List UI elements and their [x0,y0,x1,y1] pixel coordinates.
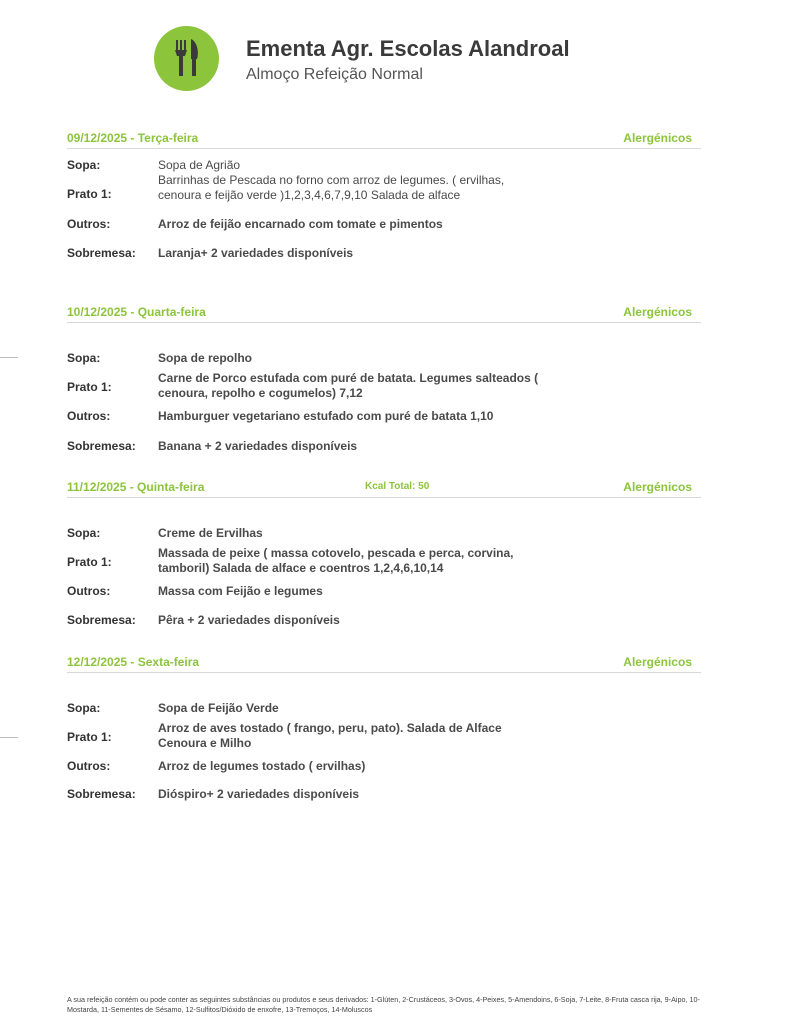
page-title: Ementa Agr. Escolas Alandroal [246,36,570,61]
day-header [67,480,701,498]
day-date: 11/12/2025 - Quinta-feira [67,480,205,494]
day-header [67,131,701,149]
day-header [67,305,701,323]
prato-value: Massada de peixe ( massa cotovelo, pescada e perca, corvina, tamboril) Salada de alface e coentros 1,2,4,6,10,14 [158,546,514,575]
allergens-link[interactable]: Alergénicos [623,655,692,669]
fork-knife-icon [154,26,219,91]
prato-value: Arroz de aves tostado ( frango, peru, pato). Salada de Alface Cenoura e Milho [158,721,502,750]
outros-label: Outros: [67,759,111,773]
day-date: 09/12/2025 - Terça-feira [67,131,199,145]
sopa-label: Sopa: [67,526,101,540]
sopa-value: Creme de Ervilhas [158,526,263,540]
allergens-link[interactable]: Alergénicos [623,305,692,319]
prato-value: Carne de Porco estufada com puré de batata. Legumes salteados ( cenoura, repolho e cogumelos) 7,12 [158,371,539,400]
sobremesa-label: Sobremesa: [67,613,136,627]
allergens-link[interactable]: Alergénicos [623,131,692,145]
prato-label: Prato 1: [67,555,112,569]
prato-label: Prato 1: [67,187,112,201]
sopa-label: Sopa: [67,701,101,715]
day-section [67,655,701,801]
outros-label: Outros: [67,217,111,231]
sobremesa-value: Laranja+ 2 variedades disponíveis [158,246,354,260]
sopa-value: Sopa de Agrião [158,158,241,172]
page-subtitle: Almoço Refeição Normal [246,66,423,83]
allergens-link[interactable]: Alergénicos [623,480,692,494]
sobremesa-label: Sobremesa: [67,439,136,453]
outros-value: Massa com Feijão e legumes [158,584,323,598]
prato-label: Prato 1: [67,730,112,744]
day-date: 12/12/2025 - Sexta-feira [67,655,200,669]
sobremesa-value: Dióspiro+ 2 variedades disponíveis [158,787,360,801]
sopa-value: Sopa de repolho [158,351,253,365]
day-section [67,480,701,627]
sopa-label: Sopa: [67,351,101,365]
allergen-footnote: A sua refeição contém ou pode conter as seguintes substâncias ou produtos e seus derivados: 1-Glúten, 2-Crustáceos, 3-Ovos, 4-Peixes, 5-Amendoins, 6-Soja, 7-Leite, 8-Fruta casca rija, 9-Aipo, 10-Mostarda, 11-Sementes de Sésamo, 12-Sulfitos/Dióxido de enxofre, 13-Tremoços, 14-Moluscos [67,995,700,1014]
edge-mark [0,357,18,358]
prato-label: Prato 1: [67,380,112,394]
sobremesa-label: Sobremesa: [67,787,136,801]
kcal-total: Kcal Total: 50 [365,481,430,492]
outros-label: Outros: [67,409,111,423]
outros-value: Hamburguer vegetariano estufado com puré de batata 1,10 [158,409,494,423]
logo [154,26,219,91]
outros-label: Outros: [67,584,111,598]
outros-value: Arroz de feijão encarnado com tomate e pimentos [158,217,443,231]
edge-mark [0,737,18,738]
sopa-label: Sopa: [67,158,101,172]
sobremesa-value: Banana + 2 variedades disponíveis [158,439,358,453]
sopa-value: Sopa de Feijão Verde [158,701,279,715]
day-date: 10/12/2025 - Quarta-feira [67,305,206,319]
sobremesa-value: Pêra + 2 variedades disponíveis [158,613,340,627]
day-section [67,131,701,260]
prato-value: Barrinhas de Pescada no forno com arroz de legumes. ( ervilhas, cenoura e feijão verde )1,2,3,4,6,7,9,10 Salada de alface [158,173,505,202]
outros-value: Arroz de legumes tostado ( ervilhas) [158,759,366,773]
sobremesa-label: Sobremesa: [67,246,136,260]
day-header [67,655,701,673]
day-section [67,305,701,453]
